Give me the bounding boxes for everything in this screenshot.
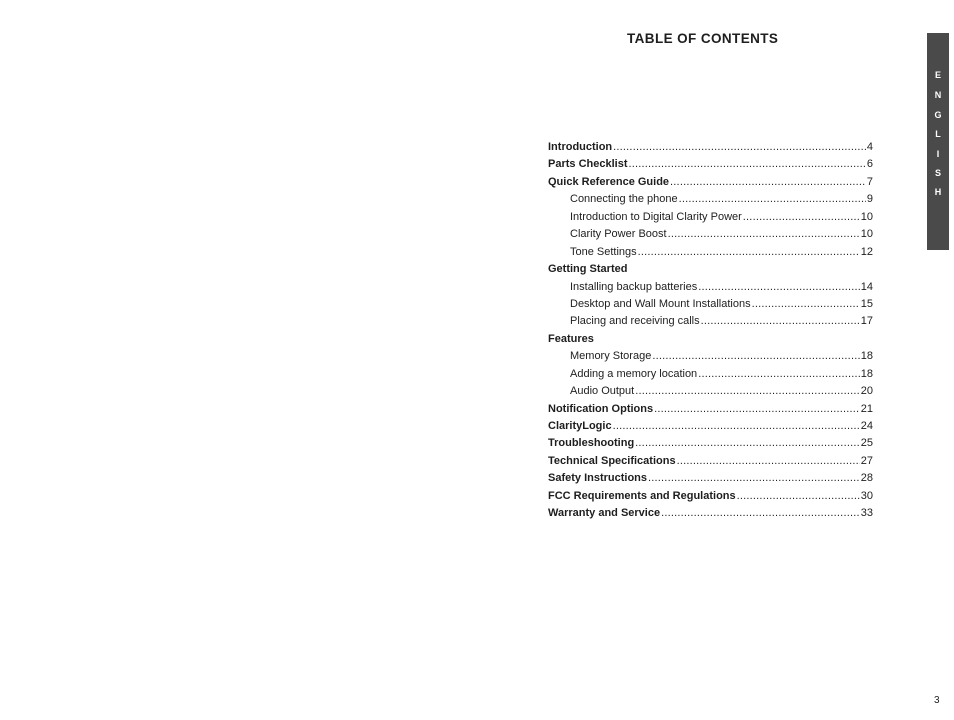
toc-entry-label: Parts Checklist <box>548 158 628 171</box>
toc-entry-label: ClarityLogic <box>548 420 612 432</box>
toc-entry-page: 12 <box>860 245 873 258</box>
toc-entry-label: Desktop and Wall Mount Installations <box>570 297 751 310</box>
toc-entry-page: 7 <box>866 175 873 188</box>
toc-entry-page: 24 <box>860 420 873 432</box>
toc-leader-dots <box>701 313 860 330</box>
toc-entry-page: 15 <box>860 297 873 310</box>
toc-leader-dots <box>670 174 866 191</box>
toc-entry-label: Installing backup batteries <box>570 280 698 293</box>
toc-entry-label: Connecting the phone <box>570 193 678 206</box>
toc-entry-page: 9 <box>866 193 873 206</box>
toc-leader-dots <box>679 191 866 208</box>
toc-leader-dots <box>648 470 860 487</box>
toc-entry <box>548 156 873 173</box>
language-tab-letter: H <box>934 187 942 197</box>
toc-leader-dots <box>737 488 860 505</box>
toc-entry-page: 4 <box>866 141 873 153</box>
toc-leader-dots <box>635 383 860 400</box>
toc-leader-dots <box>698 366 860 383</box>
toc-entry <box>548 191 873 208</box>
toc-entry-page: 6 <box>866 158 873 171</box>
toc-entry-page: 10 <box>860 228 873 241</box>
toc-entry <box>548 279 873 296</box>
toc-entry <box>548 470 873 487</box>
language-tab-letter: E <box>934 70 941 80</box>
toc-entry-label: Troubleshooting <box>548 437 635 450</box>
toc-entry-page: 10 <box>860 210 873 223</box>
toc-entry-page: 20 <box>860 385 873 398</box>
language-tab-letter: G <box>934 110 942 120</box>
toc-entry-page: 27 <box>860 454 873 467</box>
language-tab-letter: N <box>934 90 942 100</box>
toc-entry-label: Features <box>548 332 594 345</box>
toc-leader-dots <box>654 401 860 418</box>
toc-leader-dots <box>613 418 860 435</box>
toc-entry <box>548 348 873 365</box>
toc-entry-page: 28 <box>860 472 873 485</box>
language-tab-letter: S <box>934 168 941 178</box>
toc-entry <box>548 226 873 243</box>
toc-entry <box>548 418 873 435</box>
toc-entry <box>548 261 873 278</box>
toc-leader-dots <box>668 226 860 243</box>
toc-entry-page: 14 <box>860 280 873 293</box>
toc-leader-dots <box>638 244 860 261</box>
toc-entry-label: Warranty and Service <box>548 507 661 520</box>
toc-entry <box>548 296 873 313</box>
toc-leader-dots <box>628 156 865 173</box>
toc-entry <box>548 505 873 522</box>
language-tab-letter: I <box>936 149 940 159</box>
toc-entry-label: Quick Reference Guide <box>548 175 670 188</box>
toc-leader-dots <box>661 505 860 522</box>
toc-entry-page: 18 <box>860 350 873 363</box>
toc-leader-dots <box>698 279 860 296</box>
toc-leader-dots <box>635 435 860 452</box>
toc-entry <box>548 366 873 383</box>
toc-entry-page: 21 <box>860 402 873 415</box>
toc-entry <box>548 435 873 452</box>
toc-entry <box>548 139 873 156</box>
toc-entry-label: Clarity Power Boost <box>570 228 667 241</box>
toc-leader-dots <box>752 296 860 313</box>
toc-entry-label: Notification Options <box>548 402 654 415</box>
toc-entry-page: 18 <box>860 367 873 380</box>
toc-entry-label: Adding a memory location <box>570 367 698 380</box>
toc-entry-label: Audio Output <box>570 385 635 398</box>
toc-entry-page: 30 <box>860 489 873 502</box>
toc-entry-label: FCC Requirements and Regulations <box>548 489 736 502</box>
table-of-contents <box>548 139 873 523</box>
toc-entry <box>548 331 873 348</box>
toc-entry-label: Tone Settings <box>570 245 637 258</box>
toc-entry <box>548 488 873 505</box>
toc-entry-page: 25 <box>860 437 873 450</box>
toc-entry-label: Memory Storage <box>570 350 652 363</box>
toc-leader-dots <box>652 348 859 365</box>
toc-entry <box>548 401 873 418</box>
toc-leader-dots <box>677 453 860 470</box>
toc-entry <box>548 174 873 191</box>
toc-entry-label: Getting Started <box>548 263 628 276</box>
toc-entry-label: Safety Instructions <box>548 472 648 485</box>
toc-entry <box>548 244 873 261</box>
page-title: TABLE OF CONTENTS <box>627 31 779 46</box>
toc-entry <box>548 209 873 226</box>
toc-entry-page: 33 <box>860 507 873 520</box>
toc-entry-label: Introduction <box>548 141 613 153</box>
toc-leader-dots <box>743 209 860 226</box>
toc-entry <box>548 453 873 470</box>
toc-leader-dots <box>613 139 866 156</box>
toc-entry <box>548 383 873 400</box>
language-tab-letter: L <box>935 129 941 139</box>
toc-entry-label: Introduction to Digital Clarity Power <box>570 210 742 223</box>
toc-entry-page: 17 <box>860 315 873 328</box>
toc-entry-label: Placing and receiving calls <box>570 315 700 328</box>
toc-entry-label: Technical Specifications <box>548 454 676 467</box>
language-tab <box>927 33 949 250</box>
page-number: 3 <box>934 695 940 706</box>
toc-entry <box>548 313 873 330</box>
